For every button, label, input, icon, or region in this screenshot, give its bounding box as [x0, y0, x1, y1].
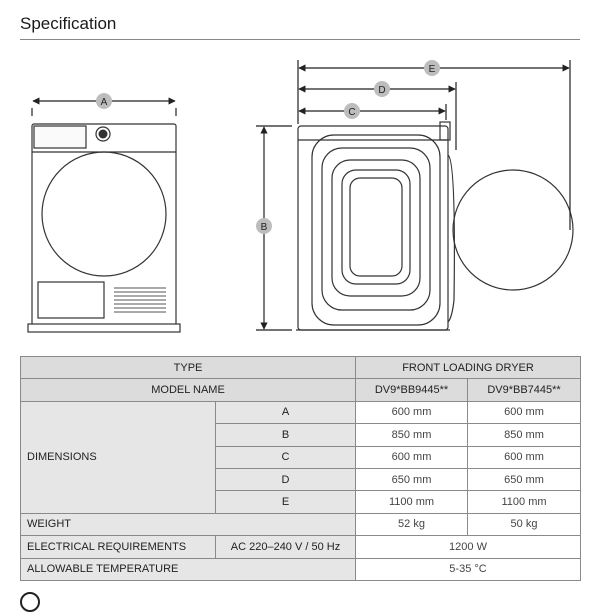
specification-table [20, 356, 581, 581]
table-row [21, 357, 581, 379]
dimension-value: 850 mm [468, 424, 581, 446]
weight-value: 50 kg [468, 513, 581, 535]
allowable-temperature-label: ALLOWABLE TEMPERATURE [21, 558, 356, 580]
type-value: FRONT LOADING DRYER [356, 357, 581, 379]
dimension-value: 650 mm [356, 468, 468, 490]
dimension-a-label: A [100, 97, 108, 108]
electrical-supply: AC 220–240 V / 50 Hz [216, 536, 356, 558]
weight-label: WEIGHT [21, 513, 356, 535]
dimension-value: 600 mm [356, 446, 468, 468]
side-view [296, 122, 573, 330]
model-1: DV9*BB9445** [356, 379, 468, 401]
allowable-temperature-value: 5-35 °C [356, 558, 581, 580]
table-row [21, 558, 581, 580]
front-view [28, 124, 180, 332]
dimension-b-label: B [260, 222, 268, 233]
weight-value: 52 kg [356, 513, 468, 535]
dimension-value: 600 mm [356, 401, 468, 423]
dimension-e-line [298, 60, 570, 230]
dimension-value: 850 mm [356, 424, 468, 446]
table-row [21, 379, 581, 401]
dimension-c-label: C [348, 107, 356, 118]
dimension-key: B [216, 424, 356, 446]
dimension-value: 1100 mm [468, 491, 581, 513]
table-row [21, 401, 581, 423]
table-row [21, 536, 581, 558]
dimension-key: D [216, 468, 356, 490]
electrical-power: 1200 W [356, 536, 581, 558]
info-icon [20, 592, 40, 612]
front-vent-grille [114, 288, 166, 312]
dimension-d-label: D [378, 85, 386, 96]
dimension-key: C [216, 446, 356, 468]
page-title: Specification [20, 14, 117, 33]
type-label: TYPE [21, 357, 356, 379]
dimension-value: 600 mm [468, 446, 581, 468]
model-name-label: MODEL NAME [21, 379, 356, 401]
electrical-requirements-label: ELECTRICAL REQUIREMENTS [21, 536, 216, 558]
table-row [21, 513, 581, 535]
dimension-c-line [299, 104, 446, 120]
model-2: DV9*BB7445** [468, 379, 581, 401]
dimension-key: A [216, 401, 356, 423]
dimension-value: 600 mm [468, 401, 581, 423]
dimensions-label: DIMENSIONS [21, 401, 216, 513]
dimension-value: 1100 mm [356, 491, 468, 513]
dimension-value: 650 mm [468, 468, 581, 490]
dimension-key: E [216, 491, 356, 513]
dimension-e-label: E [428, 64, 436, 75]
